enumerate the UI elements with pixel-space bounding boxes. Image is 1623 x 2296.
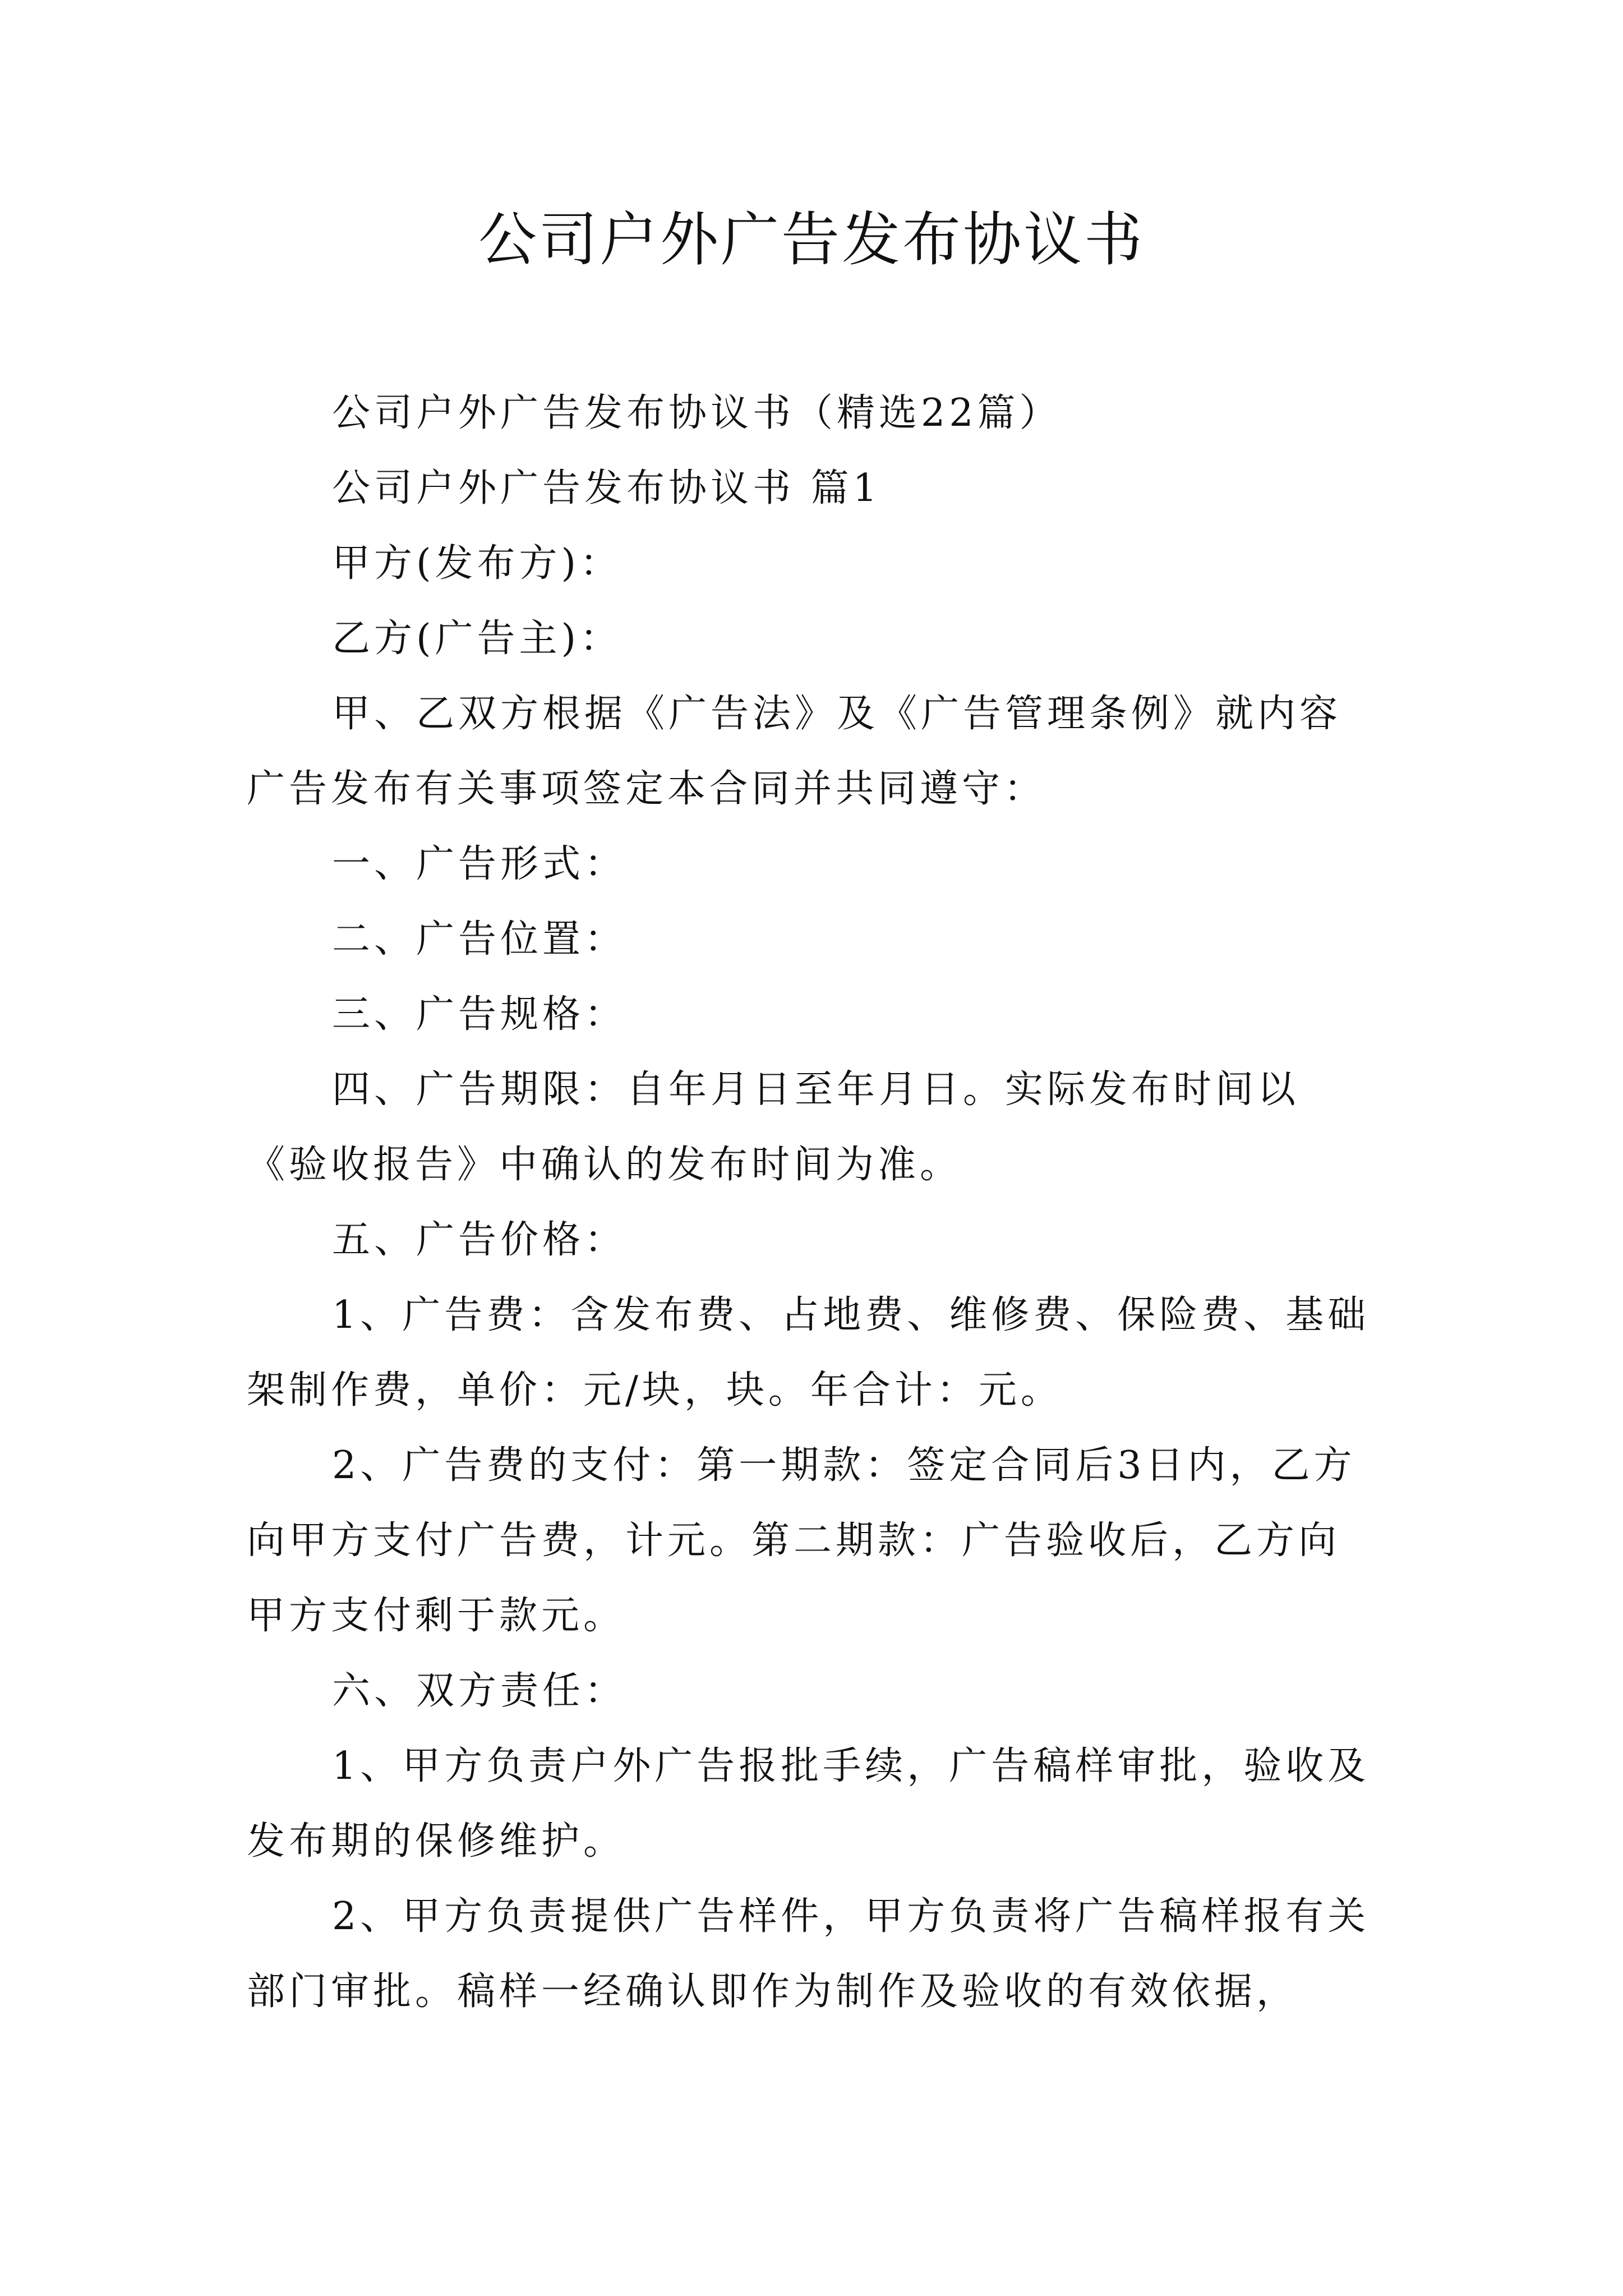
paragraph-responsibility-2: 2、甲方负责提供广告样件，甲方负责将广告稿样报有关部门审批。稿样一经确认即作为制作及验收的有效依据， — [247, 1894, 1370, 2014]
paragraph-fee-payment: 2、广告费的支付：第一期款：签定合同后3日内，乙方向甲方支付广告费，计元。第二期款：广告验收后，乙方向甲方支付剩于款元。 — [247, 1443, 1356, 1638]
paragraph-ad-location: 二、广告位置： — [332, 917, 627, 961]
document-title: 公司户外广告发布协议书 — [478, 205, 1145, 274]
paragraph-preamble: 甲、乙双方根据《广告法》及《广告管理条例》就内容广告发布有关事项签定本合同并共同遵守： — [247, 692, 1342, 811]
document-body — [247, 376, 1380, 2030]
paragraph-section-heading: 公司户外广告发布协议书 篇1 — [332, 466, 881, 510]
paragraph-ad-fee: 1、广告费：含发布费、占地费、维修费、保险费、基础架制作费，单价：元/块，块。年合计：元。 — [247, 1293, 1370, 1412]
paragraph-ad-period: 四、广告期限：自年月日至年月日。实际发布时间以《验收报告》中确认的发布时间为准。 — [247, 1068, 1300, 1187]
paragraph-responsibility-1: 1、甲方负责户外广告报批手续，广告稿样审批，验收及发布期的保修维护。 — [247, 1744, 1370, 1864]
paragraph-ad-form: 一、广告形式： — [332, 842, 627, 886]
paragraph-party-a: 甲方(发布方)： — [332, 541, 623, 586]
paragraph-party-b: 乙方(广告主)： — [332, 616, 623, 661]
paragraph-ad-spec: 三、广告规格： — [332, 992, 627, 1037]
paragraph-subtitle: 公司户外广告发布协议书（精选22篇） — [332, 391, 1062, 435]
paragraph-ad-price: 五、广告价格： — [332, 1218, 627, 1262]
paragraph-responsibilities: 六、双方责任： — [332, 1669, 627, 1713]
